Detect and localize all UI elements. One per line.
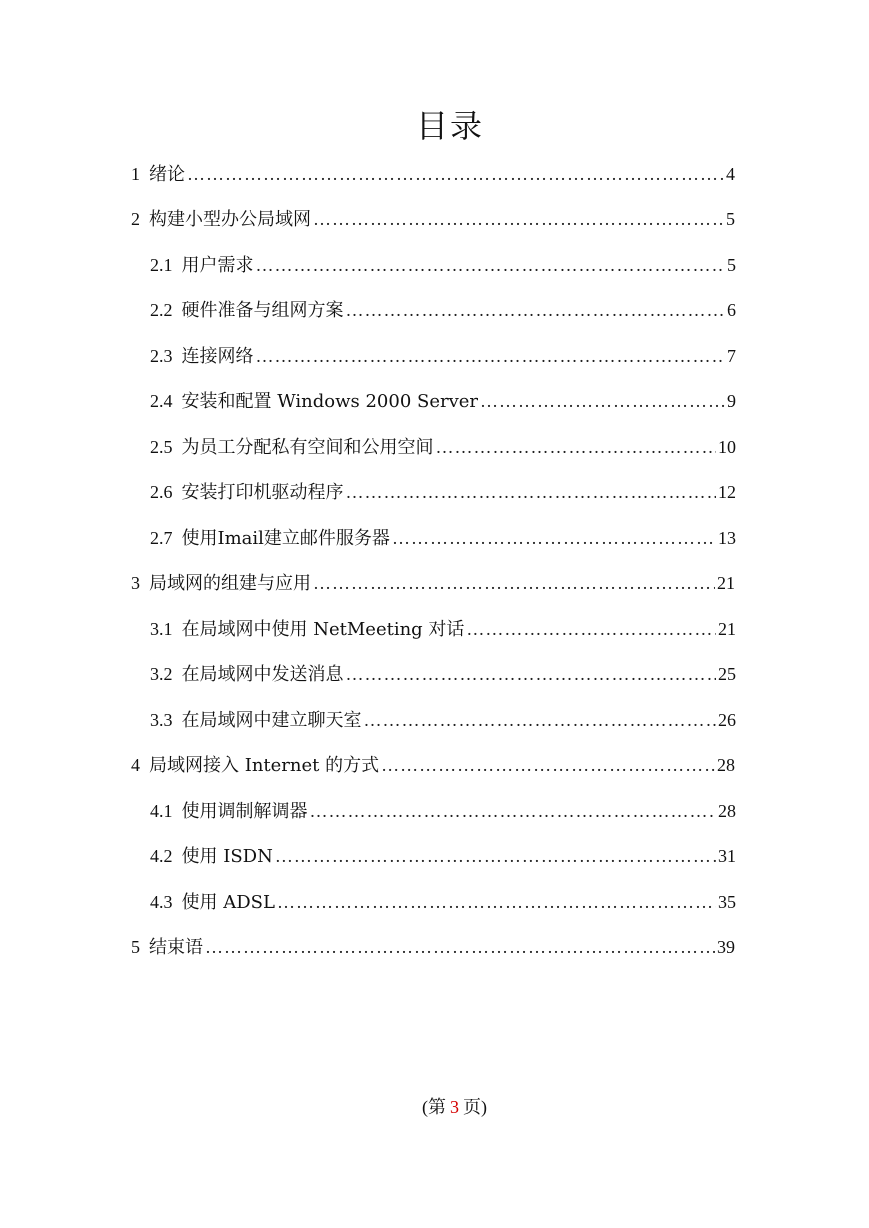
toc-number: 3.1: [150, 619, 173, 639]
dot-leader: [205, 934, 715, 960]
toc-entry[interactable]: [131, 752, 735, 778]
toc-page: 6: [727, 300, 736, 320]
toc-number: 2.6: [150, 482, 173, 502]
dot-leader: [346, 661, 717, 687]
toc-title: 使用 ADSL: [181, 892, 275, 913]
toc-title: 局域网的组建与应用: [149, 573, 311, 594]
toc-title: 使用调制解调器: [181, 801, 308, 822]
dot-leader: [392, 525, 716, 551]
dot-leader: [364, 707, 717, 733]
toc-entry[interactable]: [150, 661, 736, 687]
toc-page: 26: [718, 710, 736, 730]
toc-entry[interactable]: [150, 843, 736, 869]
toc-page: 7: [727, 346, 736, 366]
toc-title: 连接网络: [181, 346, 254, 367]
dot-leader: [256, 343, 726, 369]
toc-title: 结束语: [149, 937, 203, 958]
toc-number: 2.5: [150, 437, 173, 457]
dot-leader: [346, 479, 717, 505]
toc-title: 硬件准备与组网方案: [181, 300, 344, 321]
toc-page: 5: [726, 209, 735, 229]
toc-number: 2.7: [150, 528, 173, 548]
toc-page: 28: [717, 755, 735, 775]
toc-title: 在局域网中使用 NetMeeting 对话: [181, 619, 465, 640]
toc-page: 10: [718, 437, 736, 457]
toc-entry[interactable]: [150, 343, 736, 369]
footer-page-number: 3: [450, 1097, 459, 1117]
toc-title: 安装和配置 Windows 2000 Server: [181, 391, 479, 412]
toc-number: 4.2: [150, 846, 173, 866]
toc-number: 3.3: [150, 710, 173, 730]
toc-page: 5: [727, 255, 736, 275]
toc-number: 2: [131, 209, 140, 229]
toc-number: 4.1: [150, 801, 173, 821]
toc-page: 35: [718, 892, 736, 912]
toc-number: 2.3: [150, 346, 173, 366]
toc-entry[interactable]: [150, 479, 736, 505]
toc-title: 绪论: [149, 164, 185, 185]
toc-page: 28: [718, 801, 736, 821]
toc-title: 使用 ISDN: [181, 846, 273, 867]
toc-page: 9: [727, 391, 736, 411]
toc-number: 3.2: [150, 664, 173, 684]
page-title: 目录: [415, 107, 484, 145]
toc-entry[interactable]: [150, 434, 736, 460]
toc-title: 构建小型办公局域网: [149, 209, 311, 230]
toc-number: 3: [131, 573, 140, 593]
dot-leader: [381, 752, 715, 778]
toc-entry[interactable]: [150, 707, 736, 733]
toc-page: 21: [718, 619, 736, 639]
toc-page: 25: [718, 664, 736, 684]
toc-number: 5: [131, 937, 140, 957]
dot-leader: [436, 434, 717, 460]
toc-entry[interactable]: [150, 297, 736, 323]
toc-page: 21: [717, 573, 735, 593]
dot-leader: [313, 206, 724, 232]
toc-entry[interactable]: [131, 161, 735, 187]
toc-number: 2.4: [150, 391, 173, 411]
footer-prefix: (第: [422, 1097, 446, 1117]
toc-title: 为员工分配私有空间和公用空间: [181, 437, 434, 458]
toc-page: 39: [717, 937, 735, 957]
toc-page: 12: [718, 482, 736, 502]
toc-entry[interactable]: [131, 570, 735, 596]
toc-entry[interactable]: [131, 206, 735, 232]
toc-title: 在局域网中建立聊天室: [181, 710, 362, 731]
dot-leader: [275, 843, 716, 869]
toc-entry[interactable]: [150, 388, 736, 414]
page-footer: [0, 1094, 869, 1121]
toc-entry[interactable]: [150, 252, 736, 278]
toc-entry[interactable]: [150, 525, 736, 551]
dot-leader: [187, 161, 724, 187]
dot-leader: [313, 570, 715, 596]
toc-entry[interactable]: [150, 798, 736, 824]
toc-title: 安装打印机驱动程序: [181, 482, 344, 503]
toc-number: 4.3: [150, 892, 173, 912]
toc-page: 4: [726, 164, 735, 184]
dot-leader: [346, 297, 726, 323]
toc-number: 1: [131, 164, 140, 184]
toc-number: 2.2: [150, 300, 173, 320]
dot-leader: [256, 252, 726, 278]
toc-title: 在局域网中发送消息: [181, 664, 344, 685]
dot-leader: [480, 388, 725, 414]
dot-leader: [310, 798, 717, 824]
toc-number: 2.1: [150, 255, 173, 275]
dot-leader: [466, 616, 716, 642]
dot-leader: [277, 889, 716, 915]
toc-entry[interactable]: [150, 616, 736, 642]
footer-suffix: 页): [463, 1097, 487, 1117]
toc-page: 13: [718, 528, 736, 548]
toc-page: 31: [718, 846, 736, 866]
toc-title: 使用Imail建立邮件服务器: [181, 528, 390, 549]
toc-title: 用户需求: [181, 255, 254, 276]
toc-number: 4: [131, 755, 140, 775]
toc-title: 局域网接入 Internet 的方式: [149, 755, 380, 776]
toc-entry[interactable]: [131, 934, 735, 960]
toc-entry[interactable]: [150, 889, 736, 915]
